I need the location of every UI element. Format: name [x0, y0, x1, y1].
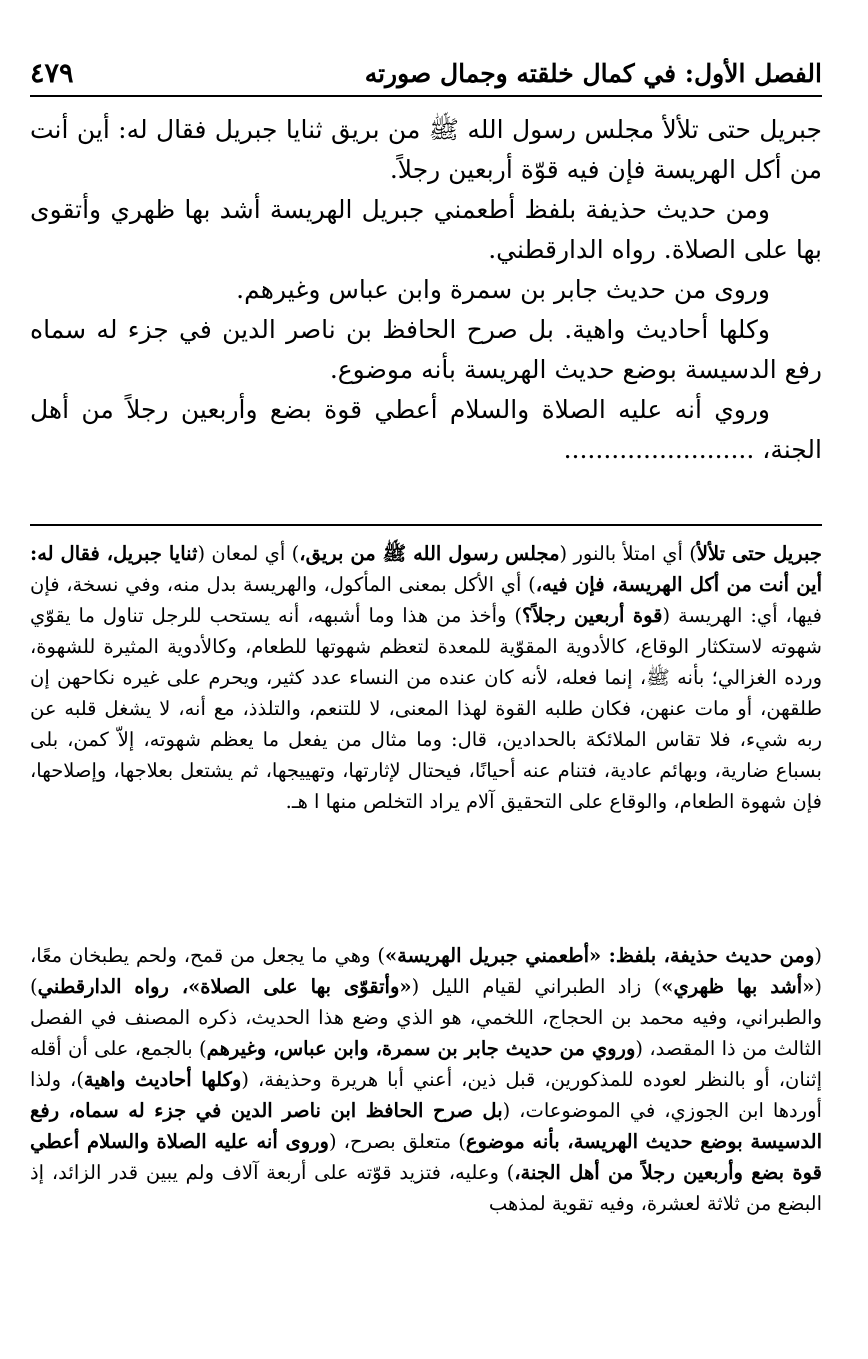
commentary-text: ) أي امتلأ بالنور ( — [559, 542, 697, 565]
main-paragraph: وكلها أحاديث واهية. بل صرح الحافظ بن ناصر الدين في جزء له سماه رفع الدسيسة بوضع حديث الهريسة بأنه موضوع. — [30, 315, 822, 384]
commentary-block — [30, 940, 822, 1219]
commentary-text: ) وهي ما يجعل من قمح، ولحم يطبخان معًا، ( — [30, 944, 822, 998]
main-paragraph: وروى من حديث جابر بن سمرة وابن عباس وغيرهم. — [236, 275, 770, 304]
main-paragraph-text: وروي أنه عليه الصلاة والسلام أعطي قوة بضع وأربعين رجلاً من أهل الجنة، — [30, 395, 822, 464]
commentary-text: ( — [814, 944, 822, 967]
commentary-text: ) متعلق بصرح، ( — [328, 1130, 466, 1153]
commentary-text: ) أي لمعان ( — [197, 542, 300, 565]
commentary-text: ) أي الأكل بمعنى المأكول، والهريسة بدل منه، وفي نسخة، فإن فيها، أي: الهريسة ( — [30, 573, 822, 627]
commentary-quote: ثنايا جبريل، فقال له: أين أنت من أكل الهريسة، فإن فيه، — [30, 542, 822, 596]
commentary-text: ) وعليه، فتزيد قوّته على أربعة آلاف ولم يبين قدر الزائد، إذ البضع من ثلاثة لعشرة، وفيه تقوية لمذهب — [30, 1161, 822, 1215]
commentary-paragraph — [30, 940, 822, 1219]
ellipsis: ........................ — [563, 435, 755, 464]
commentary-text: ) والطبراني، وفيه محمد بن الحجاج، اللخمي، هو الذي وضع هذا الحديث، ذكره المصنف في الفصل الثالث من ذا المقصد، ( — [30, 975, 822, 1060]
commentary-quote: ومن حديث حذيفة، بلفظ: «أطعمني جبريل الهريسة» — [384, 944, 815, 967]
commentary-quote: وروى أنه عليه الصلاة والسلام أعطي قوة بضع وأربعين رجلاً من أهل الجنة، — [30, 1130, 822, 1184]
main-text — [30, 110, 822, 470]
header-rule — [30, 95, 822, 97]
footnote-separator — [30, 524, 822, 526]
commentary-quote: «أشد بها ظهري» — [661, 975, 815, 998]
commentary-quote: مجلس رسول الله ﷺ من بريق، — [299, 542, 560, 565]
commentary-quote: وكلها أحاديث واهية — [83, 1068, 242, 1091]
commentary-paragraph — [30, 538, 822, 817]
commentary-quote: قوة أربعين رجلاً؟ — [521, 604, 663, 627]
main-paragraph: ومن حديث حذيفة بلفظ أطعمني جبريل الهريسة أشد بها ظهري وأتقوى بها على الصلاة. رواه الدارقطني. — [30, 195, 822, 264]
page-header — [30, 44, 822, 94]
commentary-text: ) وأخذ من هذا وما أشبهه، أنه يستحب للرجل تناول ما يقوّي شهوته لاستكثار الوقاع، كالأدوية المقوّية للمعدة لتعظم شهوتها للطعام، وكالأدوية المثيرة للشهوة، ورده الغزالي؛ بأنه ﷺ، إنما فعله، لأنه كان عنده من النساء عدد كثير، ويحرم على غيره نكاحهن إن طلقهن، أو مات عنهن، فكان طلبه القوة لهذا المعنى، لا للتنعم، والتلذذ، مع أنه، لا يشغل قلبه عن ربه شيء، فلا تقاس الملائكة بالحدادين، قال: وما مثال من يفعل ما يعظم شهوته، إلاّ كمن، بلى بسباع ضارية، وبهائم عادية، فتنام عنه أحيانًا، فيحتال لإثارتها، وتهييجها، ثم يشتعل بعلاجها، وإصلاحها، فإن شهوة الطعام، والوقاع على التحقيق آلام يراد التخلص منها ا هـ. — [30, 604, 822, 813]
commentary-block — [30, 538, 822, 817]
commentary-text: ) زاد الطبراني لقيام الليل ( — [411, 975, 662, 998]
commentary-text: )، ولذا أوردها ابن الجوزي، في الموضوعات، ( — [30, 1068, 822, 1122]
chapter-title: الفصل الأول: في كمال خلقته وجمال صورته — [364, 59, 822, 88]
commentary-quote: بل صرح الحافظ ابن ناصر الدين في جزء له سماه، رفع الدسيسة بوضع حديث الهريسة، بأنه موضوع — [30, 1099, 822, 1153]
commentary-quote: وروي من حديث جابر بن سمرة، وابن عباس، وغيرهم — [206, 1037, 636, 1060]
commentary-quote: «وأتقوّى بها على الصلاة»، رواه الدارقطني — [37, 975, 412, 998]
main-paragraph: جبريل حتى تلألأ مجلس رسول الله ﷺ من بريق ثنايا جبريل فقال له: أين أنت من أكل الهريسة فإن فيه قوّة أربعين رجلاً. — [30, 115, 822, 184]
commentary-text: ) بالجمع، على أن أقله إثنان، أو بالنظر لعوده للمذكورين، قبل ذين، أعني أبا هريرة وحذيفة، ( — [30, 1037, 822, 1091]
main-paragraph — [30, 390, 822, 470]
commentary-quote: جبريل حتى تلألأ — [696, 542, 822, 565]
page-number: ٤٧٩ — [30, 58, 74, 89]
